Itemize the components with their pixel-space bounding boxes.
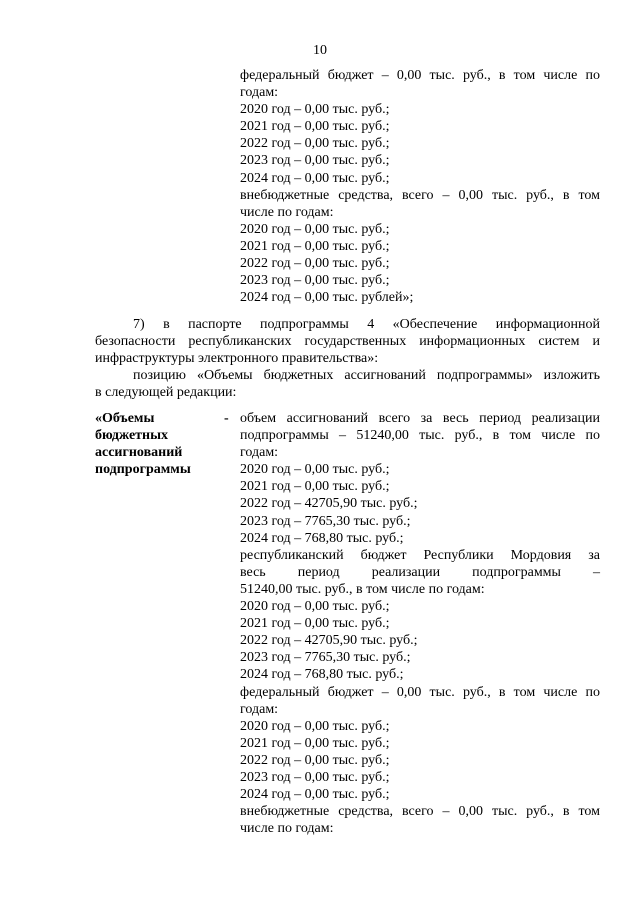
paragraph-line: безопасности республиканских государственных информационных систем и: [95, 334, 600, 350]
table-row-label-cell: [95, 410, 215, 478]
paragraph-line: позицию «Объемы бюджетных ассигнований подпрограммы» изложить: [133, 368, 600, 384]
table-cell-line: подпрограммы – 51240,00 тыс. руб., в том числе по: [240, 428, 600, 444]
text-line: 2023 год – 0,00 тыс. руб.;: [240, 153, 390, 169]
table-cell-line: 2020 год – 0,00 тыс. руб.;: [240, 718, 390, 734]
table-cell-line: 2021 год – 0,00 тыс. руб.;: [240, 735, 390, 751]
table-cell-line: 2024 год – 768,80 тыс. руб.;: [240, 530, 404, 546]
table-cell-line: 2020 год – 0,00 тыс. руб.;: [240, 462, 390, 478]
text-line: 2021 год – 0,00 тыс. руб.;: [240, 119, 390, 135]
text-line: 2024 год – 0,00 тыс. руб.;: [240, 170, 390, 186]
table-cell-line: 2021 год – 0,00 тыс. руб.;: [240, 616, 390, 632]
table-cell-line: годам:: [240, 701, 279, 717]
paragraph-line: инфраструктуры электронного правительства»:: [95, 351, 379, 367]
text-line: 2022 год – 0,00 тыс. руб.;: [240, 136, 390, 152]
text-line: федеральный бюджет – 0,00 тыс. руб., в том числе по: [240, 68, 600, 83]
table-cell-line: 2022 год – 42705,90 тыс. руб.;: [240, 633, 418, 649]
table-cell-line: 51240,00 тыс. руб., в том числе по годам:: [240, 581, 485, 597]
table-cell-line: 2020 год – 0,00 тыс. руб.;: [240, 599, 390, 615]
text-line: годам:: [240, 85, 279, 101]
table-cell-line: объем ассигнований всего за весь период реализации: [240, 411, 600, 426]
table-dash: -: [224, 411, 229, 426]
table-cell-line: федеральный бюджет – 0,00 тыс. руб., в том числе по: [240, 684, 600, 700]
table-cell-line: числе по годам:: [240, 821, 334, 837]
table-label-line: подпрограммы: [95, 462, 191, 478]
paragraph-line: в следующей редакции:: [95, 385, 237, 401]
table-cell-line: 2024 год – 768,80 тыс. руб.;: [240, 667, 404, 683]
table-cell-line: республиканский бюджет Республики Мордовия за: [240, 547, 600, 563]
table-cell-line: 2023 год – 0,00 тыс. руб.;: [240, 769, 390, 785]
table-cell-line: 2022 год – 42705,90 тыс. руб.;: [240, 496, 418, 512]
table-cell-line: 2022 год – 0,00 тыс. руб.;: [240, 752, 390, 768]
table-cell-line: весь период реализации подпрограммы –: [240, 564, 600, 580]
table-row-value-cell: [240, 410, 600, 837]
table-label-line: бюджетных: [95, 428, 169, 444]
text-line: 2020 год – 0,00 тыс. руб.;: [240, 221, 390, 237]
table-label-line: «Объемы: [95, 411, 155, 426]
text-line: 2022 год – 0,00 тыс. руб.;: [240, 256, 390, 272]
table-cell-line: 2023 год – 7765,30 тыс. руб.;: [240, 513, 411, 529]
funding-continuation-block: [240, 67, 600, 306]
text-line: 2020 год – 0,00 тыс. руб.;: [240, 102, 390, 118]
page-number: 10: [313, 43, 327, 58]
table-cell-line: внебюджетные средства, всего – 0,00 тыс. руб., в том: [240, 804, 600, 820]
text-line: внебюджетные средства, всего – 0,00 тыс. руб., в том: [240, 187, 600, 203]
text-line: числе по годам:: [240, 204, 334, 220]
paragraph-line: 7) в паспорте подпрограммы 4 «Обеспечение информационной: [133, 317, 600, 332]
text-line: 2024 год – 0,00 тыс. рублей»;: [240, 290, 414, 306]
table-cell-line: 2024 год – 0,00 тыс. руб.;: [240, 787, 390, 803]
table-cell-line: годам:: [240, 445, 279, 461]
text-line: 2023 год – 0,00 тыс. руб.;: [240, 273, 390, 289]
table-label-line: ассигнований: [95, 445, 183, 461]
table-cell-line: 2021 год – 0,00 тыс. руб.;: [240, 479, 390, 495]
text-line: 2021 год – 0,00 тыс. руб.;: [240, 238, 390, 254]
table-cell-line: 2023 год – 7765,30 тыс. руб.;: [240, 650, 411, 666]
amendment-paragraph-7: [95, 316, 600, 401]
